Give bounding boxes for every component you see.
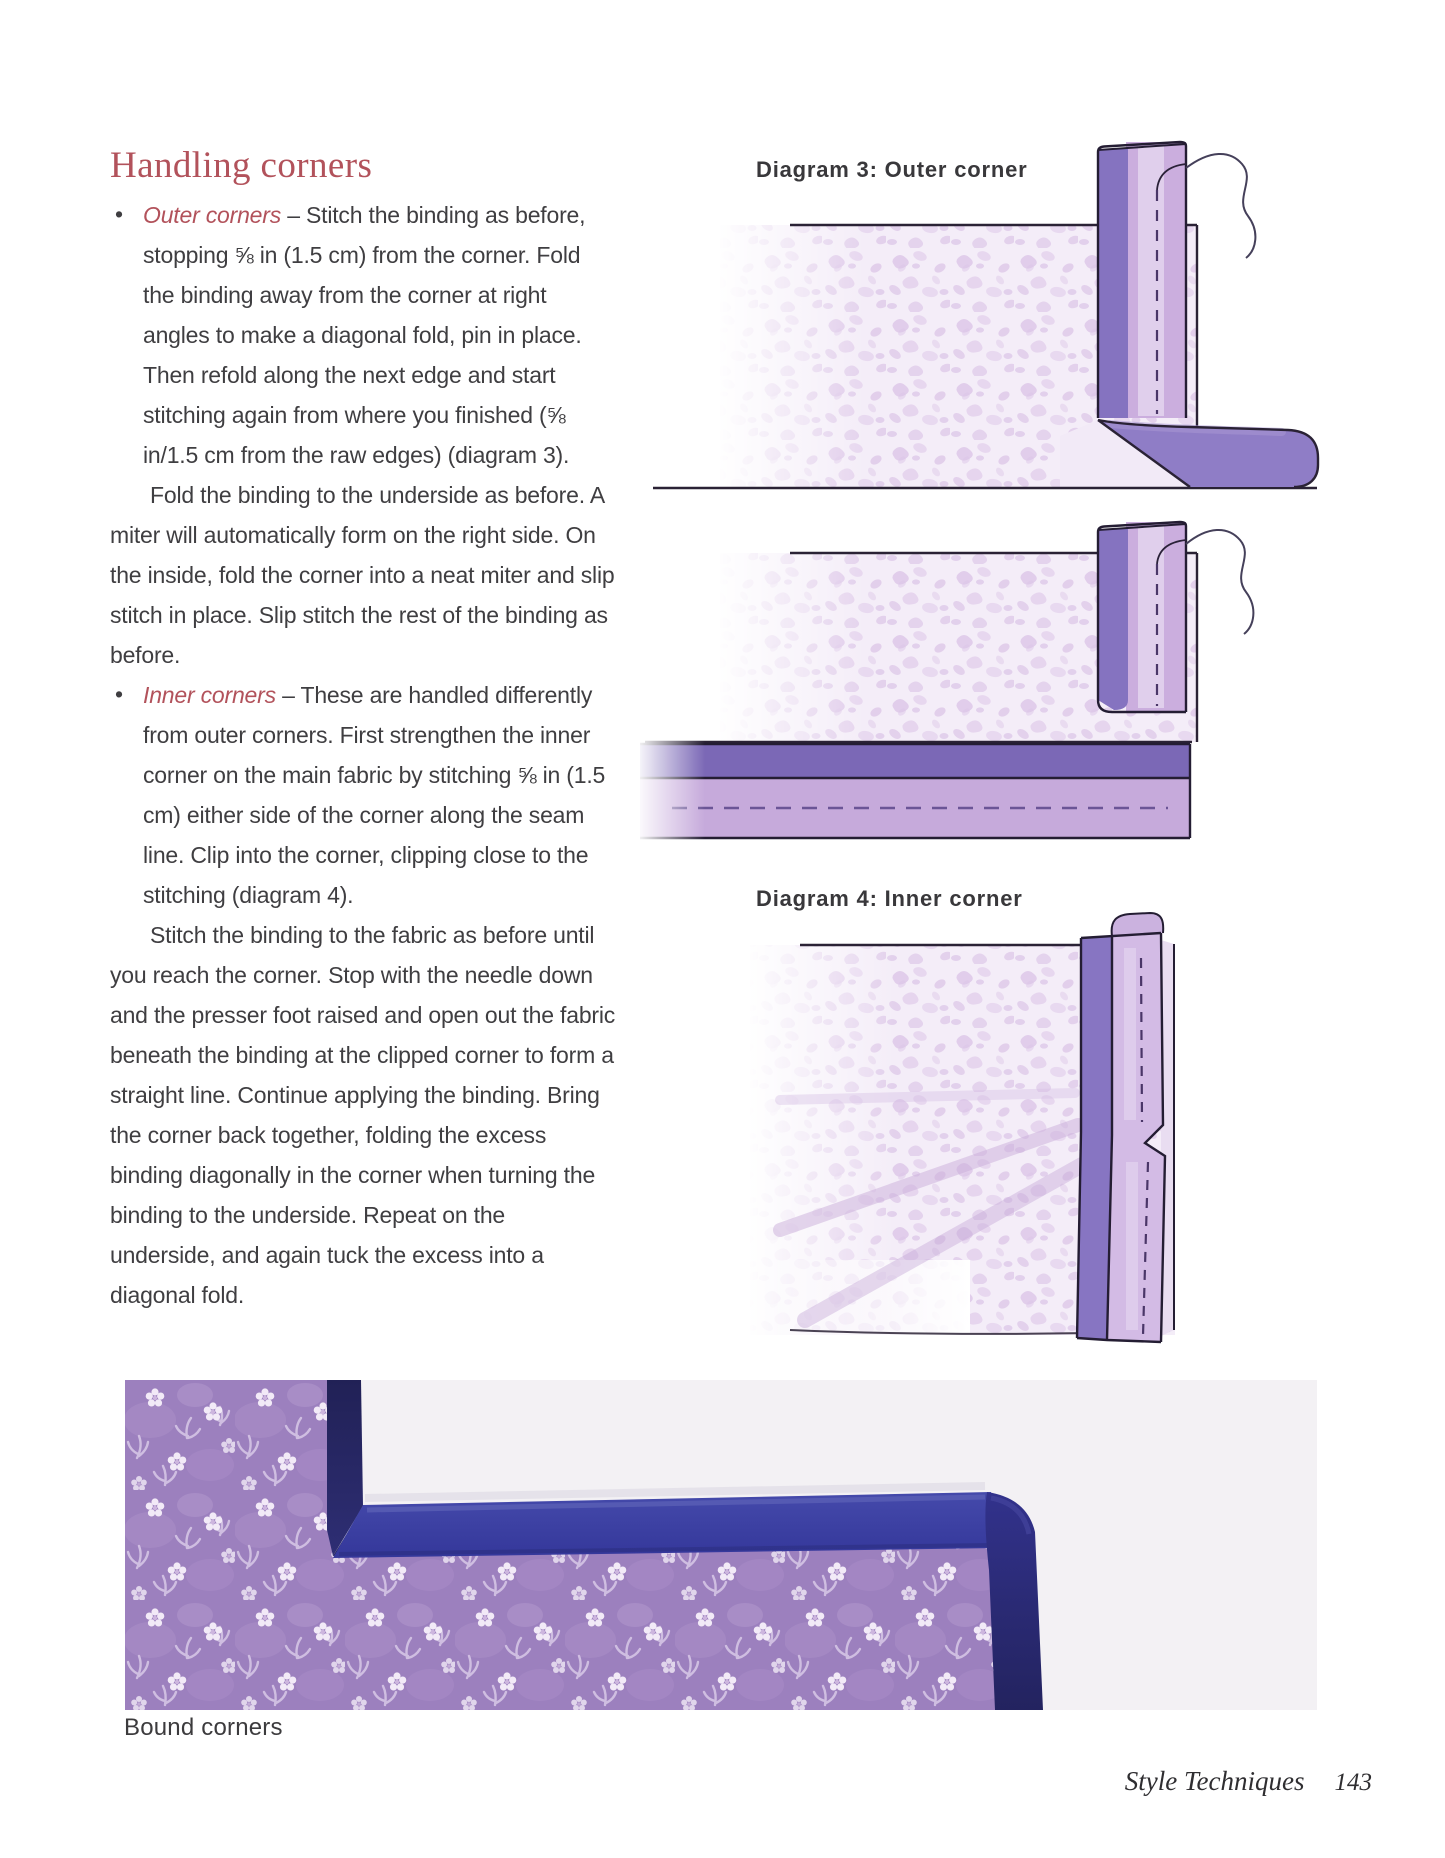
bullet-icon: •	[115, 201, 123, 227]
body-text: Fold the binding to the underside as before. A miter will automatically form on the right side. On the inside, fold the corner into a neat miter and slip stitch in place. Slip stitch the rest of the binding as before.	[110, 482, 615, 668]
body-text: Stitch the binding to the fabric as before until you reach the corner. Stop with the needle down and the presser foot raised and open out the fabric beneath the binding at the clipped corner to form a straight line. Continue applying the binding. Bring the corner back together, folding the excess binding diagonally in the corner when turning the binding to the underside. Repeat on the underside, and again tuck the excess into a diagonal fold.	[110, 922, 616, 1308]
body-text: – These are handled differently from outer corners. First strengthen the inner corner on the main fabric by stitching ⅝ in (1.5 cm) either side of the corner along the seam line. Clip into the corner, clipping close to the stitching (diagram 4).	[143, 682, 606, 908]
page-title: Handling corners	[110, 145, 373, 186]
page-number: 143	[1334, 1769, 1372, 1796]
instruction-text-column	[110, 195, 616, 1315]
bound-corners-photo	[125, 1380, 1317, 1710]
list-item-inner-corners	[110, 675, 616, 915]
page-footer	[1125, 1766, 1372, 1797]
term-inner-corners: Inner corners	[143, 682, 276, 708]
paragraph-miter	[110, 475, 616, 675]
diagram3-label: Diagram 3: Outer corner	[756, 157, 1028, 182]
photo-caption: Bound corners	[124, 1714, 283, 1741]
term-outer-corners: Outer corners	[143, 202, 282, 228]
diagram4-label: Diagram 4: Inner corner	[756, 886, 1023, 911]
diagram3-outer-corner-step2-illustration	[630, 500, 1445, 880]
body-text: – Stitch the binding as before, stopping ⅝ in (1.5 cm) from the corner. Fold the binding away from the corner at right angles to make a diagonal fold, pin in place. Then refold along the next edge and start stitching again from where you finished (⅝ in/1.5 cm from the raw edges) (diagram 3).	[143, 202, 586, 468]
diagram4-inner-corner-illustration	[630, 900, 1445, 1370]
diagram3-outer-corner-step1-illustration	[630, 120, 1445, 520]
bullet-icon: •	[115, 681, 123, 707]
list-item-outer-corners	[110, 195, 616, 475]
book-title: Style Techniques	[1124, 1766, 1305, 1796]
paragraph-inner-corner-steps	[110, 915, 616, 1315]
